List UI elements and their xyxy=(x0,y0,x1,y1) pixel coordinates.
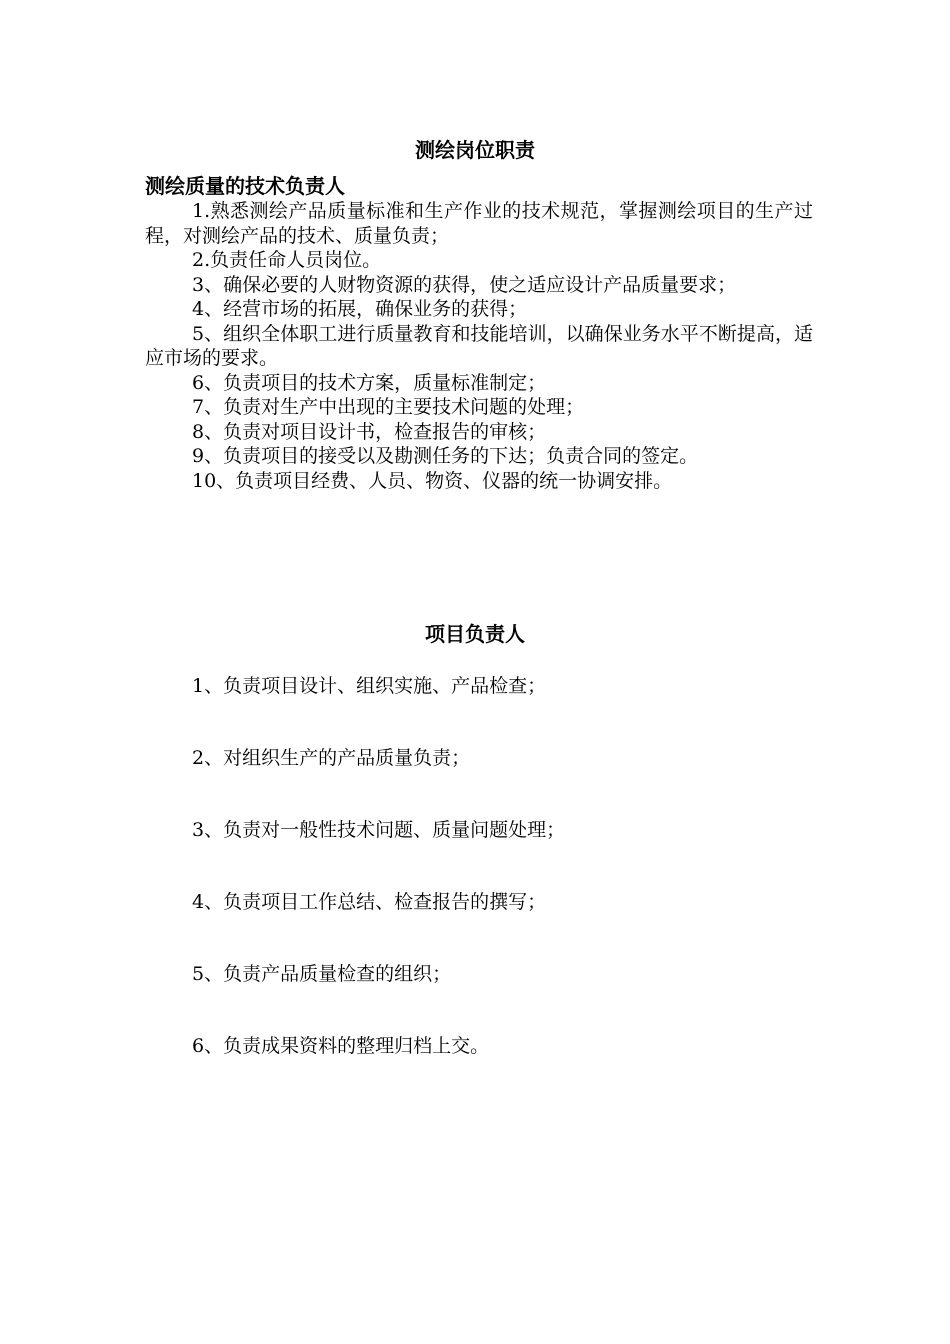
list-item: 1、负责项目设计、组织实施、产品检查； xyxy=(192,675,547,697)
list-item: 4、负责项目工作总结、检查报告的撰写； xyxy=(192,891,547,913)
list-item: 3、确保必要的人财物资源的获得，使之适应设计产品质量要求； xyxy=(192,273,737,296)
list-item: 6、负责成果资料的整理归档上交。 xyxy=(192,1035,490,1057)
list-item: 3、负责对一般性技术问题、质量问题处理； xyxy=(192,819,566,841)
list-item: 1.熟悉测绘产品质量标准和生产作业的技术规范，掌握测绘项目的生产过程，对测绘产品的技术、质量负责； xyxy=(145,200,813,247)
list-item: 2、对组织生产的产品质量负责； xyxy=(192,747,471,769)
document-title: 测绘岗位职责 xyxy=(415,138,535,162)
section-technical-lead xyxy=(145,173,813,493)
list-item: 4、经营市场的拓展，确保业务的获得； xyxy=(192,298,528,320)
list-item: 5、负责产品质量检查的组织； xyxy=(192,963,452,985)
list-item: 8、负责对项目设计书，检查报告的审核； xyxy=(192,420,547,443)
list-item: 5、组织全体职工进行质量教育和技能培训，以确保业务水平不断提高，适应市场的要求。 xyxy=(145,322,813,369)
technical-lead-duties-list xyxy=(145,199,813,493)
section-heading-project-lead: 项目负责人 xyxy=(425,622,525,646)
section-heading-technical-lead: 测绘质量的技术负责人 xyxy=(145,174,345,198)
list-item: 10、负责项目经费、人员、物资、仪器的统一协调安排。 xyxy=(192,469,673,492)
list-item: 2.负责任命人员岗位。 xyxy=(192,249,382,271)
list-item: 9、负责项目的接受以及勘测任务的下达；负责合同的签定。 xyxy=(192,445,699,467)
project-lead-duties-list xyxy=(192,672,812,1104)
list-item: 7、负责对生产中出现的主要技术问题的处理； xyxy=(192,396,585,418)
list-item: 6、负责项目的技术方案，质量标准制定； xyxy=(192,371,547,394)
